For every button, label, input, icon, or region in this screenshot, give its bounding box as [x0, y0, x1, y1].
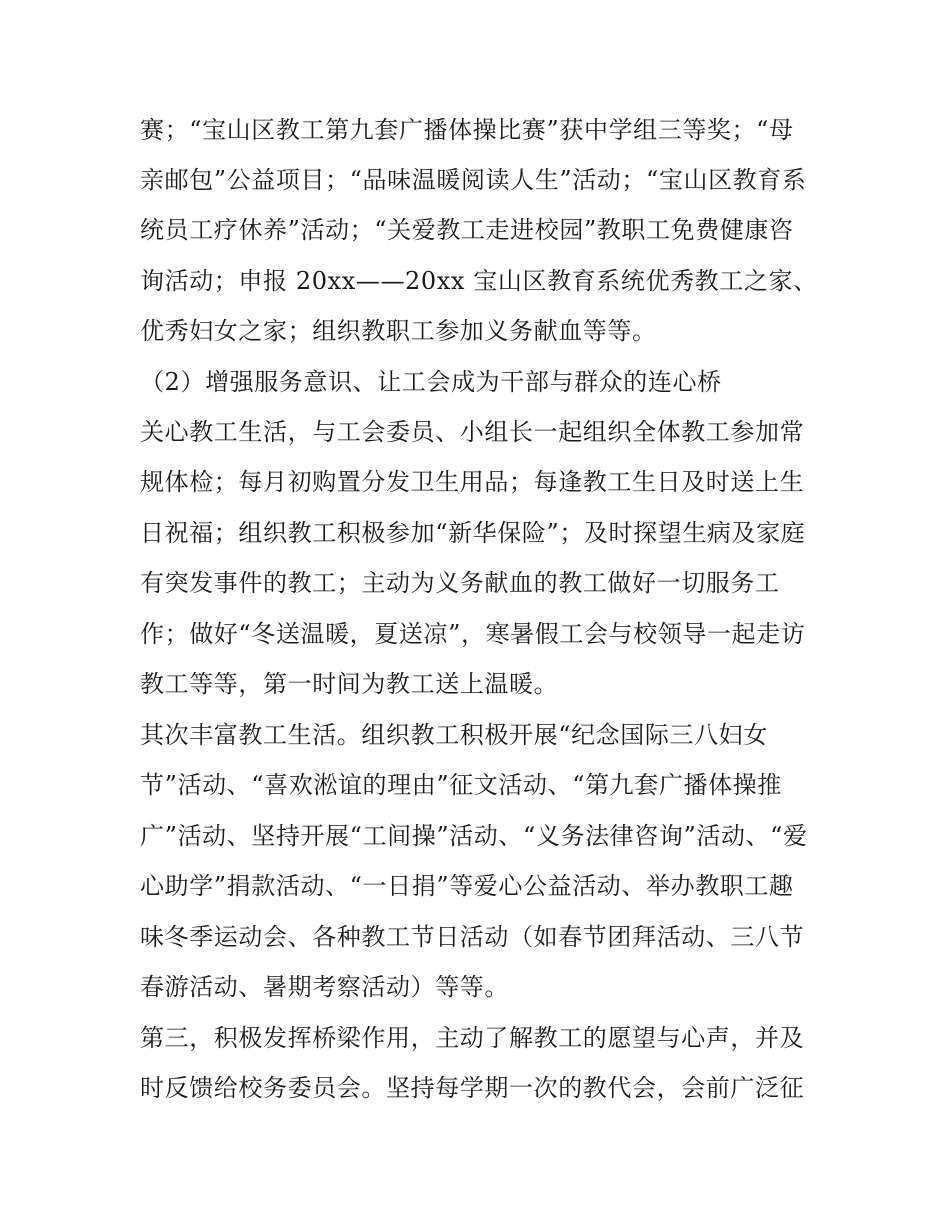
text-line: 味冬季运动会、各种教工节日活动（如春节团拜活动、三八节 [140, 923, 805, 951]
text-line: 统员工疗休养”活动；“关爱教工走进校园”教职工免费健康咨 [140, 216, 794, 244]
text-line: 亲邮包”公益项目；“品味温暖阅读人生”活动；“宝山区教育系 [140, 166, 807, 194]
text-line: 教工等等，第一时间为教工送上温暖。 [140, 670, 559, 698]
text-line: 赛；“宝山区教工第九套广播体操比赛”获中学组三等奖；“母 [140, 116, 794, 144]
text-line: 关心教工生活，与工会委员、小组长一起组织全体教工参加常 [140, 418, 805, 446]
text-line: 优秀妇女之家；组织教职工参加义务献血等等。 [140, 317, 657, 345]
text-line: 日祝福；组织教工积极参加“新华保险”；及时探望生病及家庭 [140, 519, 806, 547]
section-heading: （2）增强服务意识、让工会成为干部与群众的连心桥 [140, 368, 722, 396]
text-line: 作；做好“冬送温暖，夏送凉”，寒暑假工会与校领导一起走访 [140, 620, 806, 648]
text-line: 其次丰富教工生活。组织教工积极开展“纪念国际三八妇女 [140, 721, 768, 749]
text-line: 有突发事件的教工；主动为义务献血的教工做好一切服务工 [140, 569, 780, 597]
text-line: 规体检；每月初购置分发卫生用品；每逢教工生日及时送上生 [140, 468, 805, 496]
text-line: 广”活动、坚持开展“工间操”活动、“义务法律咨询”活动、“爱 [140, 822, 808, 850]
text-line: 心助学”捐款活动、“一日捐”等爱心公益活动、举办教职工趣 [140, 872, 794, 900]
text-line: 节”活动、“喜欢淞谊的理由”征文活动、“第九套广播体操推 [140, 771, 782, 799]
text-line: 春游活动、暑期考察活动）等等。 [140, 973, 509, 1001]
text-line: 时反馈给校务委员会。坚持每学期一次的教代会，会前广泛征 [140, 1074, 805, 1102]
text-line: 询活动；申报 20xx——20xx 宝山区教育系统优秀教工之家、 [140, 267, 818, 295]
text-line: 第三，积极发挥桥梁作用，主动了解教工的愿望与心声，并及 [140, 1024, 805, 1052]
